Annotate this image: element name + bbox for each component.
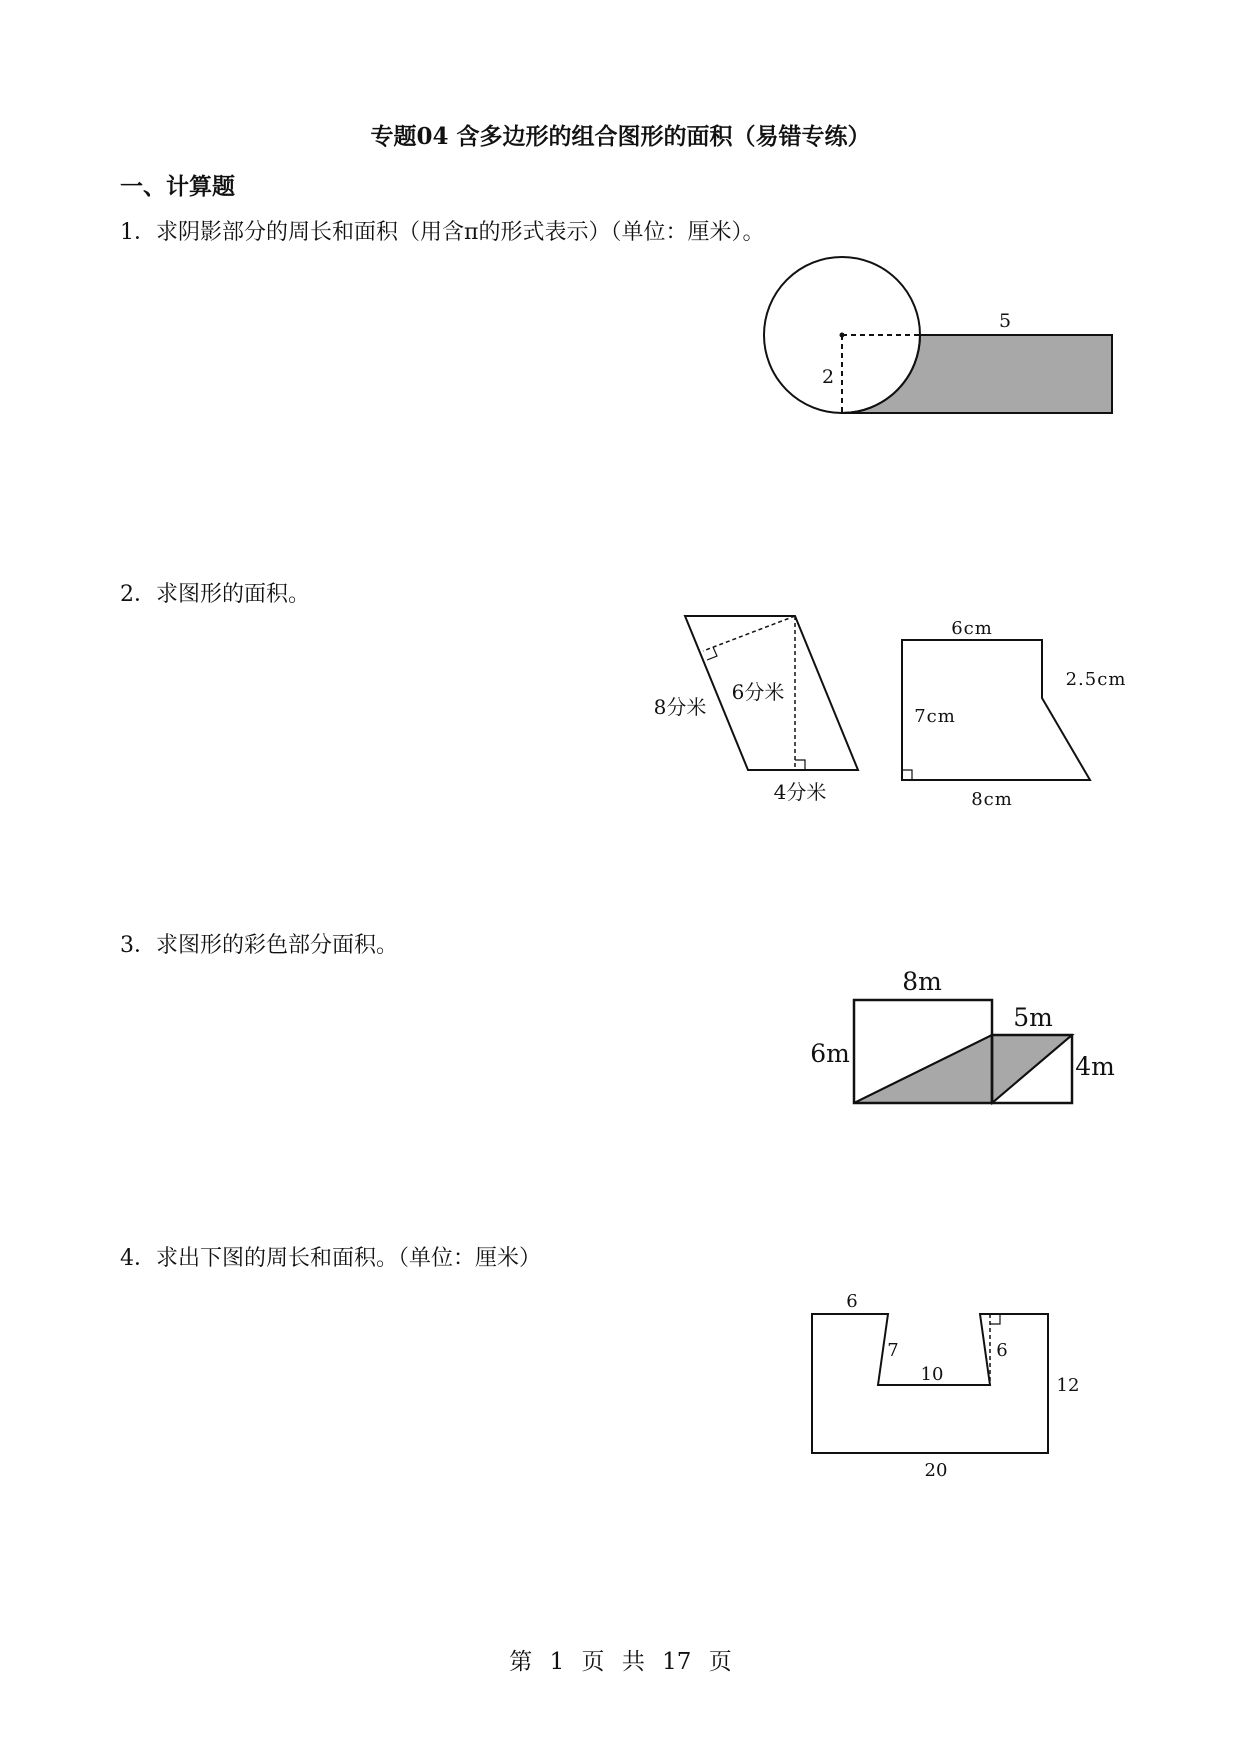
page-footer: 第 1 页 共 17 页 (509, 1649, 732, 1675)
label-right: 2.5cm (1065, 669, 1127, 690)
right-angle-mark (990, 1314, 1000, 1324)
right-angle-mark (795, 760, 805, 770)
section-heading: 一、计算题 (120, 173, 235, 200)
label-inner-height: 6 (996, 1340, 1008, 1361)
label-inner-bottom: 10 (920, 1364, 944, 1385)
label-slant: 7 (887, 1340, 899, 1361)
question-1: 1．求阴影部分的周长和面积（用含π的形式表示）（单位：厘米）。 (120, 220, 765, 245)
height-to-side-dashed (703, 616, 795, 651)
label-left: 6m (810, 1039, 850, 1068)
label-length: 5 (998, 310, 1012, 332)
figure-4 (800, 1290, 1130, 1480)
figure-1 (760, 255, 1120, 420)
label-bottom: 8cm (971, 789, 1013, 810)
label-left: 7cm (914, 706, 956, 727)
label-bottom: 20 (924, 1460, 948, 1481)
label-top-left: 6 (846, 1291, 858, 1312)
figure-3 (800, 960, 1130, 1120)
label-base: 4分米 (773, 780, 827, 804)
label-side: 8分米 (653, 695, 707, 719)
figure-2b (890, 618, 1140, 813)
right-angle-mark (902, 770, 912, 780)
figure-2a (640, 610, 870, 810)
page-title: 专题04 含多边形的组合图形的面积（易错专练） (370, 123, 871, 150)
center-dot (840, 333, 845, 338)
label-height: 6分米 (731, 680, 785, 704)
label-right: 12 (1056, 1375, 1080, 1396)
question-3: 3．求图形的彩色部分面积。 (120, 933, 398, 958)
question-2: 2．求图形的面积。 (120, 582, 310, 607)
label-top: 8m (902, 967, 942, 996)
label-top: 6cm (951, 618, 993, 639)
label-small-top: 5m (1013, 1003, 1053, 1032)
question-4: 4．求出下图的周长和面积。（单位：厘米） (120, 1246, 541, 1271)
label-small-right: 4m (1075, 1052, 1115, 1081)
label-radius: 2 (821, 366, 835, 388)
